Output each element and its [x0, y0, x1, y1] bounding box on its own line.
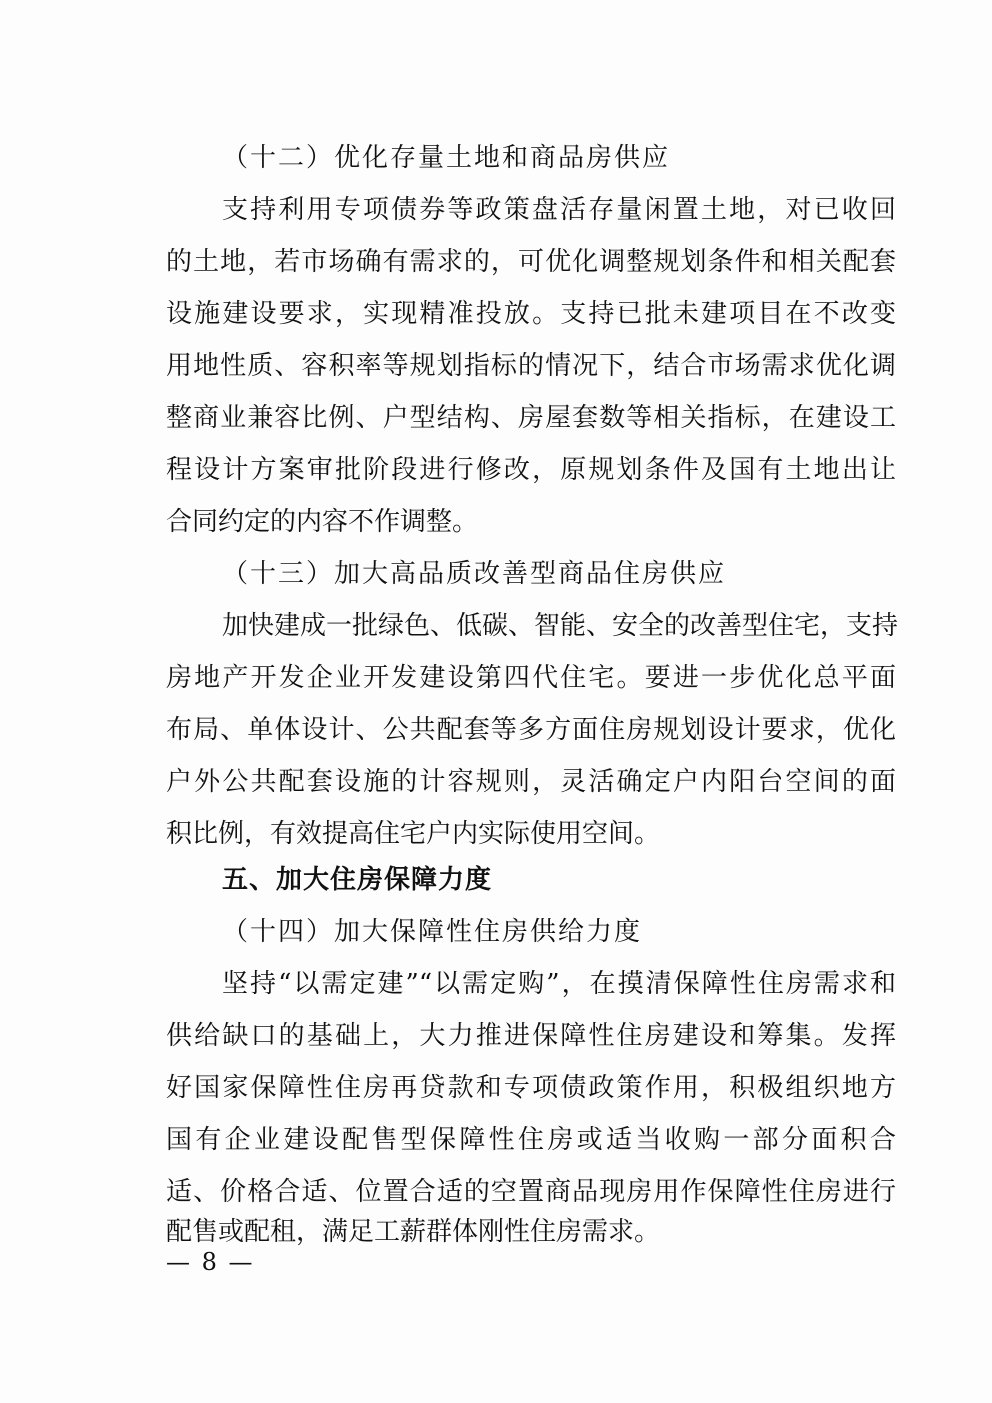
chapter-5-heading: 五、加大住房保障力度: [222, 865, 493, 895]
paragraph-line: 国有企业建设配售型保障性住房或适当收购一部分面积合: [166, 1125, 896, 1155]
paragraph-line: 配售或配租，满足工薪群体刚性住房需求。: [166, 1217, 661, 1247]
paragraph-line: 的土地，若市场确有需求的，可优化调整规划条件和相关配套: [166, 247, 896, 277]
paragraph-line: 供给缺口的基础上，大力推进保障性住房建设和筹集。发挥: [166, 1021, 896, 1051]
section-13-heading: （十三）加大高品质改善型商品住房供应: [222, 559, 727, 589]
paragraph-line: 积比例，有效提高住宅户内实际使用空间。: [166, 819, 661, 849]
paragraph-line: 程设计方案审批阶段进行修改，原规划条件及国有土地出让: [166, 455, 896, 485]
paragraph-line: 支持利用专项债券等政策盘活存量闲置土地，对已收回: [222, 195, 896, 225]
section-14-heading: （十四）加大保障性住房供给力度: [222, 917, 643, 947]
section-12-heading: （十二）优化存量土地和商品房供应: [222, 143, 671, 173]
paragraph-line: 适、价格合适、位置合适的空置商品现房用作保障性住房进行: [166, 1177, 896, 1207]
paragraph-line: 好国家保障性住房再贷款和专项债政策作用，积极组织地方: [166, 1073, 896, 1103]
paragraph-line: 户外公共配套设施的计容规则，灵活确定户内阳台空间的面: [166, 767, 896, 797]
paragraph-line: 加快建成一批绿色、低碳、智能、安全的改善型住宅，支持: [222, 611, 899, 641]
paragraph-line: 房地产开发企业开发建设第四代住宅。要进一步优化总平面: [166, 663, 896, 693]
paragraph-line: 坚持“以需定建”“以需定购”，在摸清保障性住房需求和: [222, 969, 896, 999]
paragraph-line: 用地性质、容积率等规划指标的情况下，结合市场需求优化调: [166, 351, 896, 381]
paragraph-line: 合同约定的内容不作调整。: [166, 507, 479, 537]
page-number: — 8 —: [166, 1248, 255, 1276]
paragraph-line: 整商业兼容比例、户型结构、房屋套数等相关指标，在建设工: [166, 403, 896, 433]
paragraph-line: 布局、单体设计、公共配套等多方面住房规划设计要求，优化: [166, 715, 896, 745]
paragraph-line: 设施建设要求，实现精准投放。支持已批未建项目在不改变: [166, 299, 896, 329]
